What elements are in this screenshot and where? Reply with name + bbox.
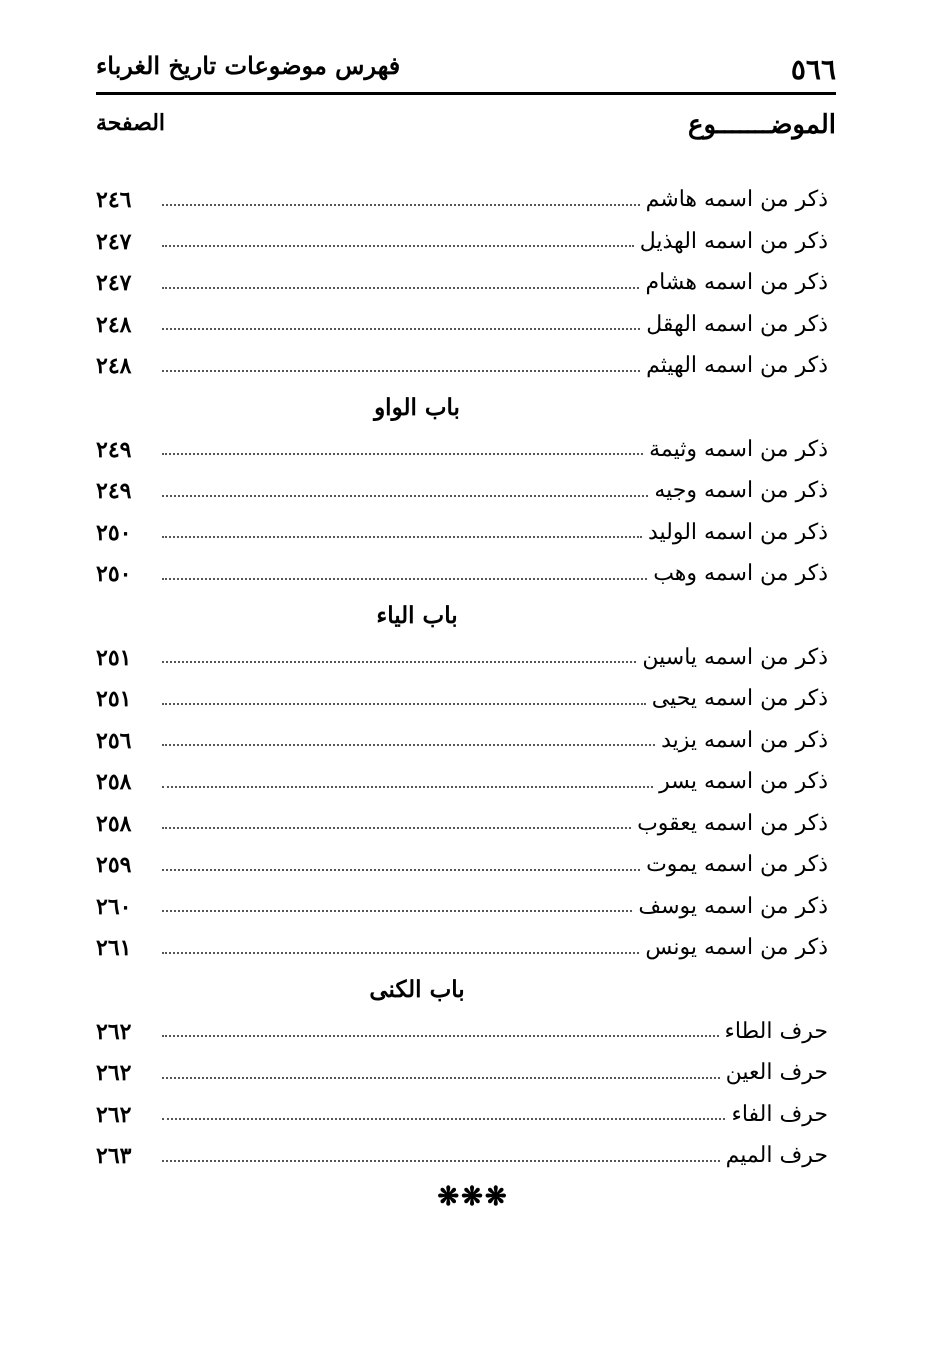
entry-page-number: ٢٤٧ <box>96 270 132 297</box>
toc-entry <box>96 1087 828 1129</box>
dot-leader <box>162 1035 719 1037</box>
entry-title: حرف الطاء <box>724 1018 828 1044</box>
section-heading <box>96 962 828 1004</box>
entry-page-number: ٢٤٧ <box>96 228 132 255</box>
entry-title: ذكر من اسمه يموت <box>646 852 828 878</box>
dot-leader <box>162 952 639 954</box>
toc-entry <box>96 630 828 672</box>
dot-leader <box>162 703 646 705</box>
toc-entry <box>96 1128 828 1170</box>
entry-title: ذكر من اسمه الهذيل <box>639 228 828 254</box>
dot-leader <box>162 495 648 497</box>
entry-title: ذكر من اسمه يحيى <box>651 686 828 712</box>
dot-leader <box>162 578 647 580</box>
entry-page-number: ٢٥٦ <box>96 727 132 754</box>
entry-title: ذكر من اسمه الهيثم <box>646 353 828 379</box>
entry-title: ذكر من اسمه وثيمة <box>649 436 828 462</box>
entry-title: حرف الميم <box>725 1143 828 1169</box>
dot-leader <box>162 827 631 829</box>
entry-title: ذكر من اسمه يعقوب <box>637 810 828 836</box>
entry-page-number: ٢٦٠ <box>96 893 132 920</box>
header-rule <box>96 92 836 95</box>
entry-page-number: ٢٥١ <box>96 686 132 713</box>
entry-title: ذكر من اسمه يزيد <box>661 727 828 753</box>
entry-page-number: ٢٦٢ <box>96 1060 132 1087</box>
toc-entry <box>96 796 828 838</box>
entry-page-number: ٢٦٢ <box>96 1101 132 1128</box>
end-ornament: ❋❋❋ <box>437 1182 509 1212</box>
entry-page-number: ٢٤٩ <box>96 478 132 505</box>
entry-page-number: ٢٤٨ <box>96 353 132 380</box>
entry-title: ذكر من اسمه الهقل <box>646 311 828 337</box>
dot-leader <box>162 1160 720 1162</box>
section-title: باب الياء <box>376 601 458 629</box>
toc-entry <box>96 338 828 380</box>
toc-entry <box>96 463 828 505</box>
dot-leader <box>162 536 642 538</box>
running-head <box>96 52 836 92</box>
entry-title: ذكر من اسمه يونس <box>645 935 828 961</box>
entry-page-number: ٢٦٣ <box>96 1143 132 1170</box>
entry-title: ذكر من اسمه يوسف <box>638 893 828 919</box>
dot-leader <box>162 370 640 372</box>
dot-leader <box>162 869 640 871</box>
toc-entry <box>96 1045 828 1087</box>
section-heading <box>96 588 828 630</box>
toc-entry <box>96 920 828 962</box>
entry-page-number: ٢٥٠ <box>96 519 132 546</box>
section-title: باب الكنى <box>369 975 465 1003</box>
toc-entry <box>96 422 828 464</box>
dot-leader <box>162 786 653 788</box>
column-headings <box>96 108 836 152</box>
entry-title: ذكر من اسمه وهب <box>653 561 828 587</box>
page-column-heading: الصفحة <box>96 110 166 136</box>
dot-leader <box>162 287 639 289</box>
entry-page-number: ٢٥١ <box>96 644 132 671</box>
toc-entry <box>96 255 828 297</box>
toc-entry <box>96 505 828 547</box>
toc-entry <box>96 713 828 755</box>
entry-page-number: ٢٥٨ <box>96 769 132 796</box>
entry-title: ذكر من اسمه وجيه <box>654 478 828 504</box>
dot-leader <box>162 453 643 455</box>
entry-title: ذكر من اسمه ياسين <box>642 644 828 670</box>
entry-page-number: ٢٥٠ <box>96 561 132 588</box>
dot-leader <box>162 661 636 663</box>
topic-column-heading: الموضـــــــوع <box>688 110 836 140</box>
entry-page-number: ٢٦١ <box>96 935 132 962</box>
section-heading <box>96 380 828 422</box>
toc-entry <box>96 879 828 921</box>
dot-leader <box>162 1118 725 1120</box>
entry-page-number: ٢٤٨ <box>96 311 132 338</box>
toc-entry <box>96 546 828 588</box>
entry-title: ذكر من اسمه الوليد <box>647 519 828 545</box>
entry-title: ذكر من اسمه يسر <box>659 769 828 795</box>
entry-page-number: ٢٤٩ <box>96 436 132 463</box>
toc-entry <box>96 754 828 796</box>
entry-title: ذكر من اسمه هاشم <box>645 187 828 213</box>
dot-leader <box>162 910 632 912</box>
entry-page-number: ٢٦٢ <box>96 1018 132 1045</box>
page-number: ٥٦٦ <box>790 53 836 86</box>
entry-page-number: ٢٥٨ <box>96 810 132 837</box>
entry-title: حرف الفاء <box>731 1101 828 1127</box>
table-of-contents <box>96 172 828 1170</box>
toc-entry <box>96 1004 828 1046</box>
dot-leader <box>162 245 634 247</box>
entry-page-number: ٢٤٦ <box>96 187 132 214</box>
entry-title: حرف العين <box>725 1060 828 1086</box>
toc-entry <box>96 837 828 879</box>
book-title: فهرس موضوعات تاريخ الغرباء <box>96 51 401 80</box>
section-title: باب الواو <box>374 393 460 421</box>
entry-title: ذكر من اسمه هشام <box>645 270 828 296</box>
dot-leader <box>162 204 640 206</box>
toc-entry <box>96 214 828 256</box>
dot-leader <box>162 328 640 330</box>
dot-leader <box>162 1077 720 1079</box>
dot-leader <box>162 744 655 746</box>
entry-page-number: ٢٥٩ <box>96 852 132 879</box>
toc-entry <box>96 172 828 214</box>
toc-entry <box>96 671 828 713</box>
toc-entry <box>96 297 828 339</box>
